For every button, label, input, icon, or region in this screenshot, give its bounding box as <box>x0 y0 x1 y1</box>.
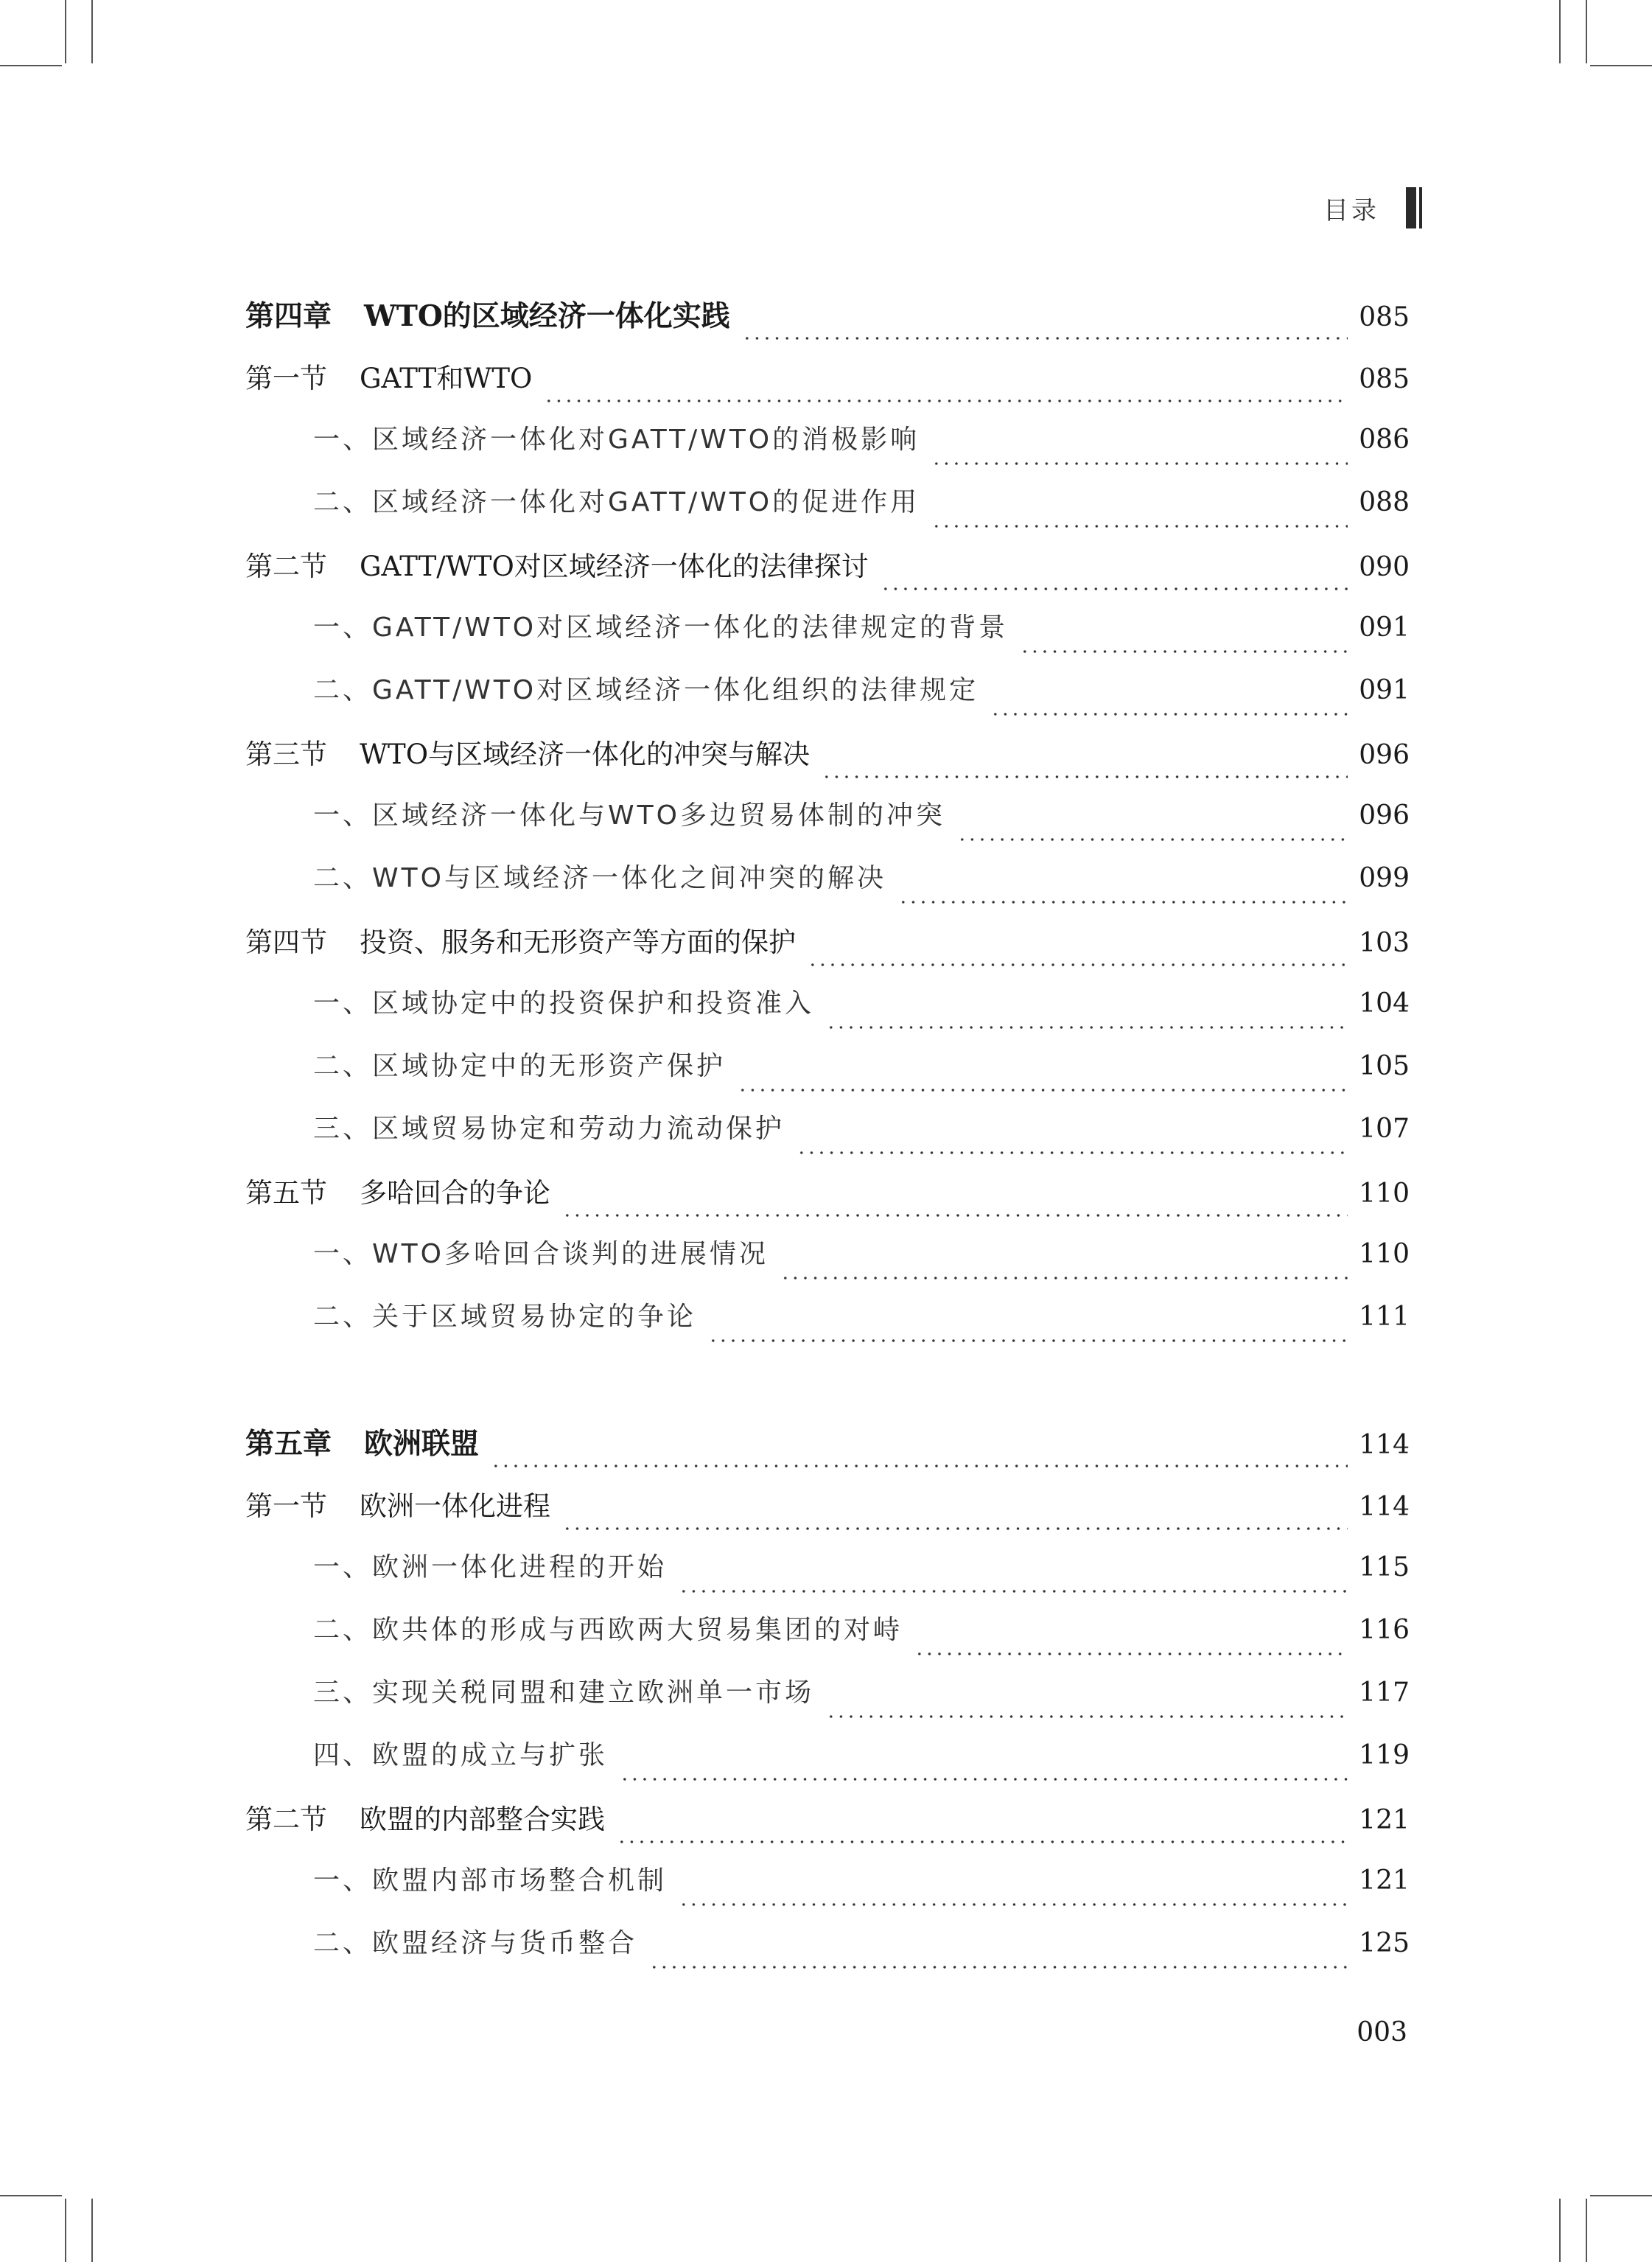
toc-entry-page: 121 <box>1359 1805 1410 1835</box>
crop-mark <box>1590 2195 1652 2196</box>
toc-entry-number: 二、 <box>313 1051 373 1081</box>
toc-entry-page: 114 <box>1359 1430 1410 1460</box>
toc-entry-page: 086 <box>1359 425 1410 455</box>
toc-entry-page: 085 <box>1359 302 1410 332</box>
toc-entry-number: 二、 <box>313 675 373 705</box>
dot-leader <box>620 1778 1348 1781</box>
dot-leader <box>826 1715 1348 1718</box>
toc-entry-section[interactable] <box>245 1484 1410 1546</box>
toc-entry-section[interactable] <box>245 732 1410 795</box>
dot-leader <box>679 1903 1348 1906</box>
dot-leader <box>826 1026 1348 1029</box>
dot-leader <box>931 462 1348 465</box>
toc-entry-page: 110 <box>1359 1239 1410 1269</box>
toc-entry-page: 085 <box>1359 364 1410 394</box>
dot-leader <box>544 399 1348 402</box>
running-header: 目录 <box>1323 196 1379 226</box>
toc-entry-page: 096 <box>1359 800 1410 831</box>
toc-entry-sub[interactable] <box>245 1296 1410 1358</box>
crop-mark <box>1586 0 1587 63</box>
toc-entry-number: 第二节 <box>245 551 327 582</box>
crop-mark <box>0 65 62 66</box>
toc-entry-number: 一、 <box>313 800 373 831</box>
toc-entry-number: 第三节 <box>245 739 327 770</box>
toc-entry-sub[interactable] <box>245 1734 1410 1797</box>
toc-entry-number: 一、 <box>313 425 373 455</box>
dot-leader <box>797 1151 1348 1154</box>
toc-entry-title: 关于区域贸易协定的争论 <box>372 1302 697 1332</box>
toc-entry-title: 欧洲一体化进程 <box>360 1490 550 1522</box>
crop-mark <box>1559 2199 1561 2262</box>
toc-entry-title: 欧洲一体化进程的开始 <box>372 1552 668 1582</box>
toc-entry-sub[interactable] <box>245 1108 1410 1170</box>
toc-entry-chapter[interactable] <box>245 293 1410 356</box>
toc-entry-title: 区域经济一体化对GATT/WTO的消极影响 <box>372 425 920 455</box>
toc-entry-number: 第五节 <box>245 1177 327 1209</box>
toc-entry-page: 115 <box>1359 1552 1410 1582</box>
table-of-contents <box>245 293 1410 1985</box>
crop-mark <box>0 2195 62 2196</box>
toc-entry-number: 三、 <box>313 1678 373 1708</box>
dot-leader <box>562 1527 1348 1530</box>
toc-entry-title: 欧盟的内部整合实践 <box>360 1804 605 1835</box>
toc-entry-number: 一、 <box>313 1865 373 1896</box>
toc-entry-title: GATT/WTO对区域经济一体化的法律探讨 <box>360 551 869 582</box>
toc-entry-number: 四、 <box>313 1740 373 1770</box>
dot-leader <box>780 1277 1348 1280</box>
dot-leader <box>708 1339 1348 1342</box>
crop-mark <box>91 0 93 63</box>
toc-entry-title: GATT/WTO对区域经济一体化的法律规定的背景 <box>372 612 1009 643</box>
toc-entry-number: 一、 <box>313 1239 373 1269</box>
toc-entry-title: 多哈回合的争论 <box>360 1177 550 1209</box>
toc-entry-title: GATT和WTO <box>360 363 533 394</box>
toc-entry-page: 110 <box>1359 1179 1410 1209</box>
dot-leader <box>491 1465 1348 1467</box>
toc-entry-sub[interactable] <box>245 1233 1410 1296</box>
toc-entry-sub[interactable] <box>245 1860 1410 1922</box>
toc-entry-page: 096 <box>1359 740 1410 770</box>
toc-entry-number: 第一节 <box>245 363 327 394</box>
toc-entry-title: 实现关税同盟和建立欧洲单一市场 <box>372 1678 815 1708</box>
toc-entry-title: WTO与区域经济一体化之间冲突的解决 <box>372 863 886 893</box>
toc-entry-page: 091 <box>1359 675 1410 705</box>
dot-leader <box>679 1590 1348 1593</box>
crop-mark <box>65 2199 66 2262</box>
toc-entry-number: 二、 <box>313 863 373 893</box>
toc-entry-page: 090 <box>1359 552 1410 582</box>
toc-entry-number: 二、 <box>313 1928 373 1958</box>
toc-entry-title: 欧盟内部市场整合机制 <box>372 1865 668 1896</box>
toc-entry-page: 116 <box>1359 1615 1410 1645</box>
toc-entry-sub[interactable] <box>245 982 1410 1045</box>
toc-entry-title: WTO的区域经济一体化实践 <box>364 299 730 333</box>
toc-entry-sub[interactable] <box>245 1609 1410 1672</box>
dot-leader <box>822 775 1348 778</box>
toc-entry-section[interactable] <box>245 544 1410 607</box>
toc-entry-page: 119 <box>1359 1740 1410 1770</box>
dot-leader <box>914 1652 1348 1655</box>
toc-entry-page: 103 <box>1359 928 1410 958</box>
crop-mark <box>91 2199 93 2262</box>
header-bar-thick <box>1406 187 1416 228</box>
toc-entry-title: 区域贸易协定和劳动力流动保护 <box>372 1114 785 1144</box>
toc-entry-number: 第四节 <box>245 926 327 958</box>
toc-entry-section[interactable] <box>245 1797 1410 1860</box>
toc-entry-section[interactable] <box>245 1170 1410 1233</box>
toc-entry-number: 第四章 <box>245 299 332 333</box>
crop-mark <box>1559 0 1561 63</box>
toc-entry-page: 125 <box>1359 1928 1410 1958</box>
toc-entry-page: 088 <box>1359 487 1410 517</box>
toc-entry-number: 第二节 <box>245 1804 327 1835</box>
toc-entry-section[interactable] <box>245 356 1410 419</box>
toc-entry-sub[interactable] <box>245 1922 1410 1985</box>
toc-entry-number: 二、 <box>313 1302 373 1332</box>
toc-entry-number: 二、 <box>313 1615 373 1645</box>
dot-leader <box>931 525 1348 528</box>
toc-entry-page: 099 <box>1359 863 1410 893</box>
toc-entry-sub[interactable] <box>245 607 1410 669</box>
toc-entry-sub[interactable] <box>245 1672 1410 1734</box>
toc-entry-title: 欧共体的形成与西欧两大贸易集团的对峙 <box>372 1615 903 1645</box>
toc-entry-title: WTO与区域经济一体化的冲突与解决 <box>360 739 811 770</box>
dot-leader <box>898 901 1348 904</box>
toc-entry-page: 117 <box>1359 1678 1410 1708</box>
toc-entry-number: 第五章 <box>245 1427 332 1461</box>
dot-leader <box>738 1089 1348 1092</box>
dot-leader <box>742 337 1348 340</box>
toc-entry-sub[interactable] <box>245 795 1410 857</box>
toc-entry-number: 三、 <box>313 1114 373 1144</box>
toc-entry-title: 投资、服务和无形资产等方面的保护 <box>360 926 796 958</box>
toc-entry-title: 区域经济一体化与WTO多边贸易体制的冲突 <box>372 800 945 831</box>
toc-entry-sub[interactable] <box>245 419 1410 481</box>
toc-entry-title: 欧洲联盟 <box>364 1427 480 1461</box>
toc-entry-page: 111 <box>1359 1302 1410 1332</box>
toc-entry-number: 一、 <box>313 988 373 1019</box>
toc-entry-page: 114 <box>1359 1492 1410 1522</box>
dot-leader <box>1020 650 1348 653</box>
toc-entry-sub[interactable] <box>245 1546 1410 1609</box>
crop-mark <box>1586 2199 1587 2262</box>
toc-entry-title: 欧盟的成立与扩张 <box>372 1740 609 1770</box>
toc-entry-sub[interactable] <box>245 481 1410 544</box>
crop-mark <box>1590 65 1652 66</box>
header-bar-thin <box>1419 187 1422 228</box>
toc-entry-number: 一、 <box>313 1552 373 1582</box>
toc-entry-title: 欧盟经济与货币整合 <box>372 1928 638 1958</box>
toc-entry-number: 一、 <box>313 612 373 643</box>
page-number: 003 <box>1357 2017 1407 2048</box>
toc-entry-page: 105 <box>1359 1051 1410 1081</box>
toc-entry-number: 第一节 <box>245 1490 327 1522</box>
toc-entry-title: 区域协定中的投资保护和投资准入 <box>372 988 815 1019</box>
toc-entry-sub[interactable] <box>245 669 1410 732</box>
toc-entry-page: 091 <box>1359 612 1410 643</box>
toc-entry-section[interactable] <box>245 920 1410 982</box>
toc-entry-chapter[interactable] <box>245 1421 1410 1484</box>
dot-leader <box>957 838 1348 841</box>
dot-leader <box>990 713 1348 716</box>
chapter-spacer <box>245 1358 1410 1421</box>
toc-entry-title: 区域经济一体化对GATT/WTO的促进作用 <box>372 487 920 517</box>
dot-leader <box>808 963 1348 966</box>
dot-leader <box>649 1966 1348 1969</box>
toc-entry-page: 121 <box>1359 1865 1410 1896</box>
dot-leader <box>881 587 1348 590</box>
toc-entry-page: 107 <box>1359 1114 1410 1144</box>
toc-entry-title: 区域协定中的无形资产保护 <box>372 1051 727 1081</box>
toc-entry-sub[interactable] <box>245 857 1410 920</box>
toc-entry-title: GATT/WTO对区域经济一体化组织的法律规定 <box>372 675 979 705</box>
toc-entry-title: WTO多哈回合谈判的进展情况 <box>372 1239 769 1269</box>
toc-entry-page: 104 <box>1359 988 1410 1019</box>
dot-leader <box>562 1214 1348 1217</box>
toc-entry-sub[interactable] <box>245 1045 1410 1108</box>
dot-leader <box>617 1840 1348 1843</box>
toc-entry-number: 二、 <box>313 487 373 517</box>
crop-mark <box>65 0 66 63</box>
